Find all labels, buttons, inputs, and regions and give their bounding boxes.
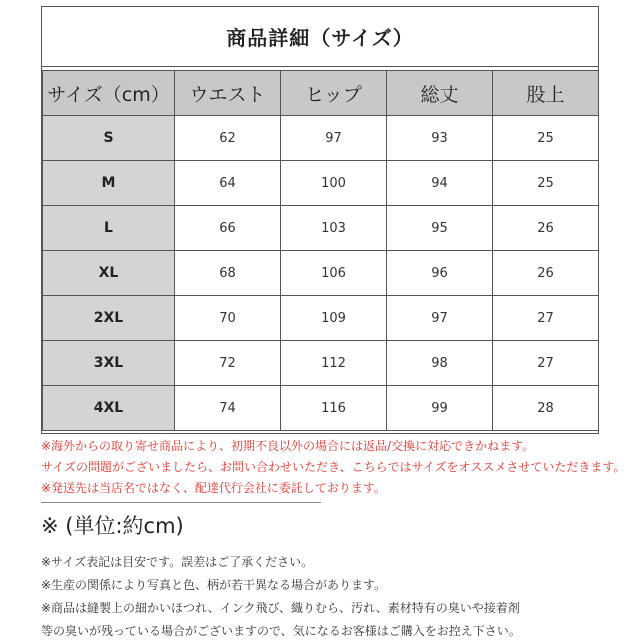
size-chart-frame [41, 6, 599, 434]
divider [41, 502, 321, 503]
column-header-size: サイズ（cm） [43, 71, 175, 116]
table-row [43, 116, 599, 161]
chart-title: 商品詳細（サイズ） [42, 7, 598, 67]
column-header-hip: ヒップ [281, 71, 387, 116]
note-line: 等の臭いが残っている場合がございますので、気になるお客様はご購入をお控え下さい。 [41, 624, 521, 638]
waist-cell: 68 [175, 251, 281, 296]
rise-cell: 28 [493, 386, 599, 431]
rise-cell: 25 [493, 116, 599, 161]
length-cell: 95 [387, 206, 493, 251]
waist-cell: 74 [175, 386, 281, 431]
note-line: サイズの問題がございましたら、お問い合わせいただき、こちらではサイズをオススメさせていただきます。 [41, 460, 626, 474]
hip-cell: 103 [281, 206, 387, 251]
size-cell: XL [43, 251, 175, 296]
table-row [43, 206, 599, 251]
length-cell: 99 [387, 386, 493, 431]
unit-label: ※ (単位:約cm) [41, 514, 184, 538]
size-table [42, 70, 599, 431]
size-cell: 3XL [43, 341, 175, 386]
table-row [43, 161, 599, 206]
waist-cell: 64 [175, 161, 281, 206]
waist-cell: 66 [175, 206, 281, 251]
rise-cell: 26 [493, 251, 599, 296]
note-line: ※商品は縫製上の細かいほつれ、インク飛び、織りむら、汚れ、素材特有の臭いや接着剤 [41, 601, 520, 615]
hip-cell: 106 [281, 251, 387, 296]
table-row [43, 386, 599, 431]
shipping-notes [41, 436, 631, 499]
waist-cell: 72 [175, 341, 281, 386]
size-cell: M [43, 161, 175, 206]
length-cell: 96 [387, 251, 493, 296]
column-header-waist: ウエスト [175, 71, 281, 116]
size-cell: 2XL [43, 296, 175, 341]
waist-cell: 70 [175, 296, 281, 341]
table-row [43, 251, 599, 296]
waist-cell: 62 [175, 116, 281, 161]
length-cell: 98 [387, 341, 493, 386]
size-cell: L [43, 206, 175, 251]
rise-cell: 25 [493, 161, 599, 206]
note-line: ※生産の関係により写真と色、柄が若干異なる場合があります。 [41, 578, 387, 592]
column-header-rise: 股上 [493, 71, 599, 116]
length-cell: 93 [387, 116, 493, 161]
table-row [43, 296, 599, 341]
table-header-row [43, 71, 599, 116]
hip-cell: 116 [281, 386, 387, 431]
note-line: ※サイズ表記は目安です。誤差はご了承ください。 [41, 555, 314, 569]
hip-cell: 100 [281, 161, 387, 206]
rise-cell: 26 [493, 206, 599, 251]
hip-cell: 109 [281, 296, 387, 341]
note-line: ※海外からの取り寄せ商品により、初期不良以外の場合には返品/交換に対応できかねます。 [41, 439, 535, 453]
hip-cell: 112 [281, 341, 387, 386]
rise-cell: 27 [493, 341, 599, 386]
table-row [43, 341, 599, 386]
hip-cell: 97 [281, 116, 387, 161]
product-notes [41, 551, 636, 643]
length-cell: 97 [387, 296, 493, 341]
size-cell: 4XL [43, 386, 175, 431]
column-header-length: 総丈 [387, 71, 493, 116]
size-cell: S [43, 116, 175, 161]
length-cell: 94 [387, 161, 493, 206]
rise-cell: 27 [493, 296, 599, 341]
note-line: ※発送先は当店名ではなく、配達代行会社に委託しております。 [41, 481, 386, 495]
